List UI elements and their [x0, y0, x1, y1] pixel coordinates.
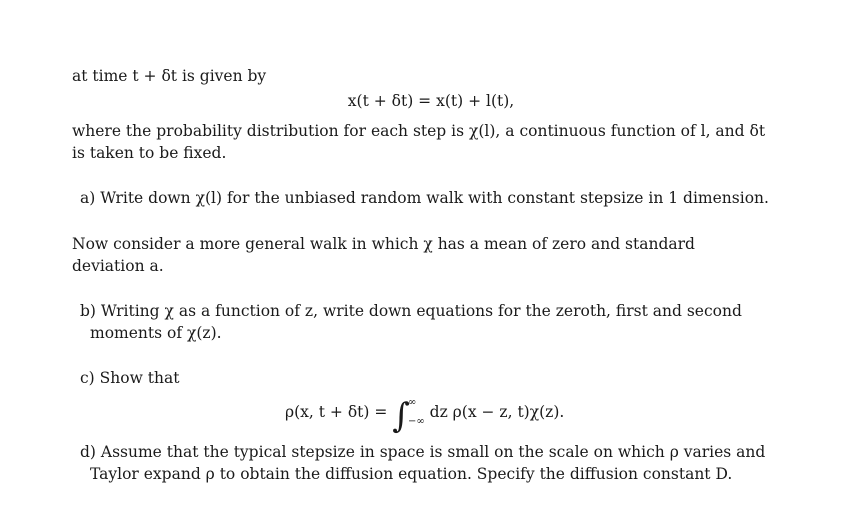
integral-lower-limit: −∞ [408, 416, 425, 427]
part-c-label: c) Show that [80, 369, 180, 387]
convolution-equation [285, 396, 565, 436]
description-line-2: is taken to be fixed. [72, 144, 227, 162]
step-equation: x(t + δt) = x(t) + l(t), [347, 92, 515, 110]
integral-limits [408, 397, 425, 427]
part-b-line-1: b) Writing χ as a function of z, write down equations for the zeroth, first and second [80, 302, 742, 320]
part-b-line-2: moments of χ(z). [90, 324, 222, 342]
part-d-line-2: Taylor expand ρ to obtain the diffusion equation. Specify the diffusion constant D. [90, 465, 733, 483]
integral-sign-icon: ∫ [392, 396, 411, 436]
equation-lhs: ρ(x, t + δt) = [285, 403, 388, 421]
part-a-question: a) Write down χ(l) for the unbiased random walk with constant stepsize in 1 dimension. [80, 189, 769, 207]
general-walk-line-1: Now consider a more general walk in which χ has a mean of zero and standard [72, 235, 695, 253]
description-line-1: where the probability distribution for each step is χ(l), a continuous function of l, and δt [72, 122, 766, 140]
integral-upper-limit: ∞ [408, 397, 417, 408]
intro-text: at time t + δt is given by [72, 67, 267, 85]
part-d-line-1: d) Assume that the typical stepsize in space is small on the scale on which ρ varies and [80, 443, 766, 461]
general-walk-line-2: deviation a. [72, 257, 164, 275]
equation-rhs: dz ρ(x − z, t)χ(z). [429, 403, 565, 421]
